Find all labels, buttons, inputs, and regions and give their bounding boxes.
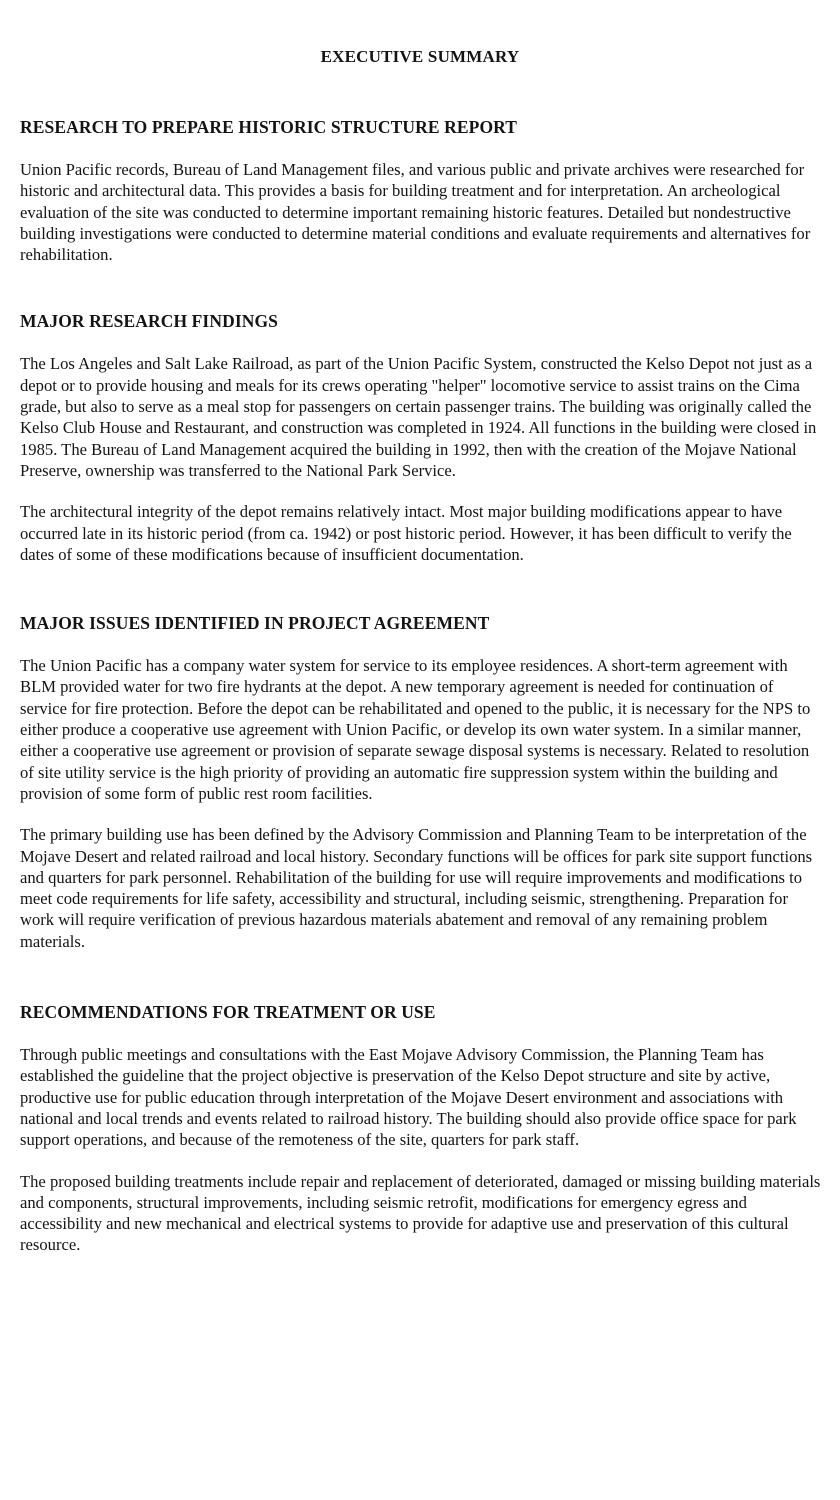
- paragraph: Through public meetings and consultations with the East Mojave Advisory Commission, the Planning Team has established the guideline that the project objective is preservation of the Kelso Depot structure and site by active, productive use for public education through interpretation of the Mojave Desert environment and associations with national and local trends and events related to railroad history. The building should also provide office space for park support operations, and because of the remoteness of the site, quarters for park staff.: [20, 1045, 797, 1150]
- paragraph: The Union Pacific has a company water system for service to its employee residences. A short-term agreement with BLM provided water for two fire hydrants at the depot. A new temporary agreement is needed for continuation of service for fire protection. Before the depot can be rehabilitated and opened to the public, it is necessary for the NPS to either produce a cooperative use agreement with Union Pacific, or develop its own water system. In a similar manner, either a cooperative use agreement or provision of separate sewage disposal systems is necessary. Related to resolution of site utility service is the high priority of providing an automatic fire suppression system within the building and provision of some form of public rest room facilities.: [20, 656, 811, 803]
- paragraph: Union Pacific records, Bureau of Land Management files, and various public and private archives were researched for historic and architectural data. This provides a basis for building treatment and for interpretation. An archeological evaluation of the site was conducted to determine important remaining historic features. Detailed but nondestructive building investigations were conducted to determine material conditions and evaluate requirements and alternatives for rehabilitation.: [20, 160, 811, 265]
- paragraph: The primary building use has been defined by the Advisory Commission and Planning Team to be interpretation of the Mojave Desert and related railroad and local history. Secondary functions will be offices for park site support functions and quarters for park personnel. Rehabilitation of the building for use will require improvements and modifications to meet code requirements for life safety, accessibility and structural, including seismic, strengthening. Preparation for work will require verification of previous hazardous materials abatement and removal of any remaining problem materials.: [20, 825, 813, 951]
- paragraph: The proposed building treatments include repair and replacement of deteriorated, damaged or missing building materials and components, structural improvements, including seismic retrofit, modifications for emergency egress and accessibility and new mechanical and electrical systems to provide for adaptive use and preservation of this cultural resource.: [20, 1171, 821, 1255]
- paragraph: The architectural integrity of the depot remains relatively intact. Most major building modifications appear to have occurred late in its historic period (from ca. 1942) or post historic period. However, it has been difficult to verify the dates of some of these modifications because of insufficient documentation.: [20, 502, 792, 564]
- section-heading: MAJOR ISSUES IDENTIFIED IN PROJECT AGREEMENT: [20, 613, 490, 634]
- section-heading: RECOMMENDATIONS FOR TREATMENT OR USE: [20, 1002, 436, 1023]
- section-heading: MAJOR RESEARCH FINDINGS: [20, 311, 279, 332]
- section-heading: RESEARCH TO PREPARE HISTORIC STRUCTURE REPORT: [20, 117, 518, 137]
- section-spacer: [20, 585, 822, 611]
- paragraph: The Los Angeles and Salt Lake Railroad, as part of the Union Pacific System, constructed the Kelso Depot not just as a depot or to provide housing and meals for its crews operating "helper" locomotive service to assist trains on the Cima grade, but also to serve as a meal stop for passengers on certain passenger trains. The building was originally called the Kelso Club House and Restaurant, and construction was completed in 1924. All functions in the building were closed in 1985. The Bureau of Land Management acquired the building in 1992, then with the creation of the Mojave National Preserve, ownership was transferred to the National Park Service.: [20, 354, 817, 480]
- section-spacer: [20, 972, 822, 1000]
- section-recommendations: [20, 1000, 822, 1256]
- page-title: EXECUTIVE SUMMARY: [320, 47, 520, 66]
- section-research: [20, 115, 822, 265]
- section-spacer: [20, 285, 822, 309]
- section-issues: [20, 611, 822, 952]
- document-body: [20, 115, 822, 1276]
- section-findings: [20, 309, 822, 565]
